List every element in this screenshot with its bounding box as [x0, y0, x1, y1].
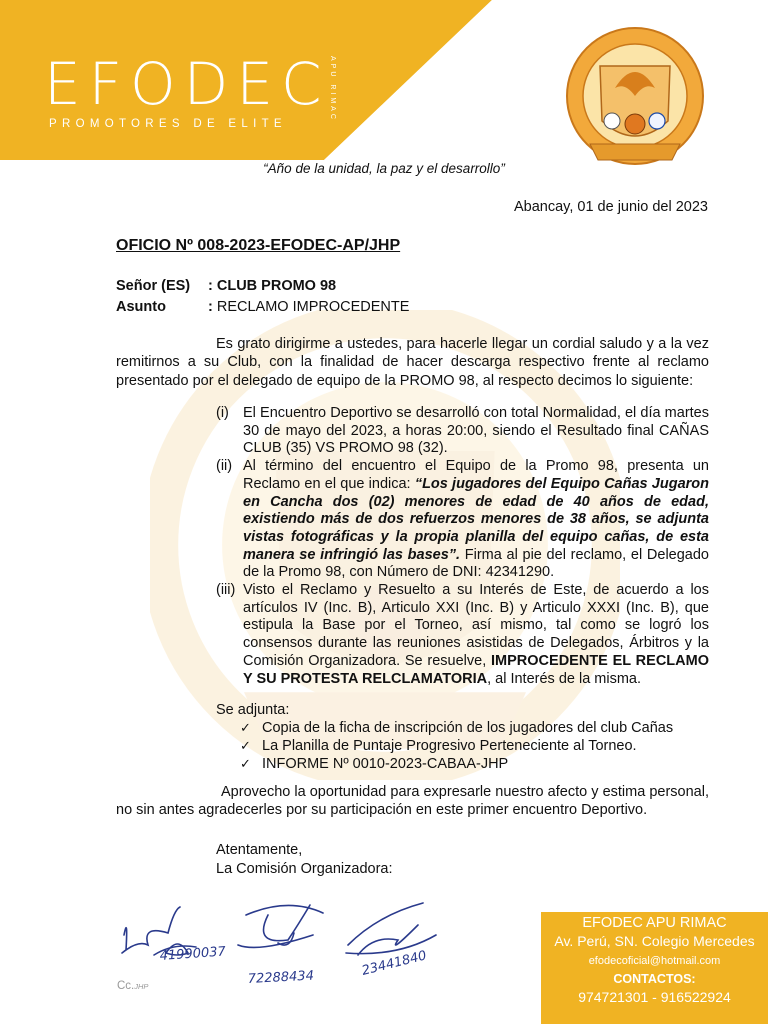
recipient-separator: :: [208, 278, 213, 294]
point-number: (ii): [216, 458, 233, 475]
check-icon: ✓: [240, 757, 251, 772]
point-1: [216, 405, 709, 458]
point-text: Al término del encuentro el Equipo de la Promo 98, presenta un Reclamo en el que indica:: [243, 458, 709, 492]
subject-separator: :: [208, 299, 213, 315]
point-3: [216, 582, 709, 688]
signature-number: 72288434: [247, 968, 315, 987]
signature-number: 23441840: [360, 948, 429, 979]
brand-vertical-text: APU RIMAC: [329, 56, 336, 122]
attachment-text: INFORME Nº 0010-2023-CABAA-JHP: [262, 756, 509, 772]
recipient-value: CLUB PROMO 98: [216, 278, 337, 294]
footer-contacts-label: CONTACTOS:: [613, 972, 696, 986]
attachment-text: La Planilla de Puntaje Progresivo Perteneciente al Torneo.: [262, 738, 637, 754]
recipient-line: [116, 278, 336, 294]
brand-logo-text: EFODEC: [44, 50, 330, 118]
check-icon: ✓: [240, 739, 251, 754]
attachment-text: Copia de la ficha de inscripción de los jugadores del club Cañas: [262, 720, 674, 736]
point-2: [216, 458, 709, 582]
signatures-image: [118, 895, 458, 995]
subject-label: Asunto: [116, 299, 166, 315]
subject-line: [116, 299, 409, 315]
sign-off: Atentamente,: [216, 842, 303, 858]
footer-contact-box: [541, 912, 768, 1024]
date-line: Abancay, 01 de junio del 2023: [513, 199, 708, 215]
club-emblem-logo: [560, 26, 710, 176]
cc-initials: JHP: [134, 982, 149, 991]
closing-paragraph: Aprovecho la oportunidad para expresarle nuestro afecto y estima personal, no sin antes agradecerles por su participación en este primer encuentro Deportivo.: [116, 784, 709, 819]
footer-email[interactable]: efodecoficial@hotmail.com: [588, 955, 721, 967]
attachment-item: [240, 738, 637, 754]
footer-org: EFODEC APU RIMAC: [582, 915, 727, 931]
point-text: Visto el Reclamo y Resuelto a su Interés de Este, de acuerdo a los artículos IV (Inc. B), Articulo XXI (Inc. B) y Articulo XXXI (Inc. B), que estipula la Base por el Torneo, así mismo, tal como se logró los consensos durante las reuniones asistidas de Delegados, Árbitros y la Comisión Organizadora. Se resuelve,: [243, 582, 709, 669]
points-list: [216, 405, 709, 688]
subject-value: RECLAMO IMPROCEDENTE: [216, 299, 410, 315]
footer-address: Av. Perú, SN. Colegio Mercedes: [554, 933, 755, 949]
footer-phones: 974721301 - 916522924: [578, 989, 731, 1005]
committee-line: La Comisión Organizadora:: [216, 861, 393, 877]
attachment-item: [240, 756, 508, 772]
attachment-item: [240, 720, 673, 736]
point-text-tail: , al Interés de la misma.: [487, 670, 642, 687]
motto: “Año de la unidad, la paz y el desarrollo”: [263, 161, 505, 176]
intro-paragraph: Es grato dirigirme a ustedes, para hacerle llegar un cordial saludo y a la vez remitirnos a su Club, con la finalidad de hacer descarga respectivo frente al reclamo presentado por el delegado de equipo de la PROMO 98, al respecto decimos lo siguiente:: [116, 336, 709, 389]
point-number: (iii): [216, 582, 236, 599]
recipient-label: Señor (ES): [116, 278, 191, 294]
check-icon: ✓: [240, 721, 251, 736]
oficio-title: OFICIO Nº 008-2023-EFODEC-AP/JHP: [116, 237, 401, 254]
cc-line: [117, 980, 148, 992]
cc-label: Cc.: [117, 980, 135, 992]
resolution-text: IMPROCEDENTE EL RECLAMO Y SU PROTESTA RELCLAMATORIA: [243, 652, 709, 687]
point-number: (i): [216, 405, 229, 421]
attachments-label: Se adjunta:: [216, 702, 290, 718]
signature-number: 41990037: [159, 944, 227, 964]
point-text-tail: Firma al pie del reclamo, el Delegado de la Promo 98, con Número de DNI: 42341290.: [243, 546, 709, 581]
quoted-complaint: “Los jugadores del Equipo Cañas Jugaron en Cancha dos (02) menores de edad de 40 años de edad, existiendo más de dos refuerzos menores de 38 años, se adjunta vistas fotográficas y la propia planilla del equipo cañas, de esta manera se infringió las bases”.: [243, 475, 709, 563]
brand-tagline: PROMOTORES DE ELITE: [49, 118, 287, 130]
point-text: El Encuentro Deportivo se desarrolló con total Normalidad, el día martes 30 de mayo del 2023, a horas 20:00, siendo el Resultado final CAÑAS CLUB (35) VS PROMO 98 (32).: [243, 405, 709, 457]
